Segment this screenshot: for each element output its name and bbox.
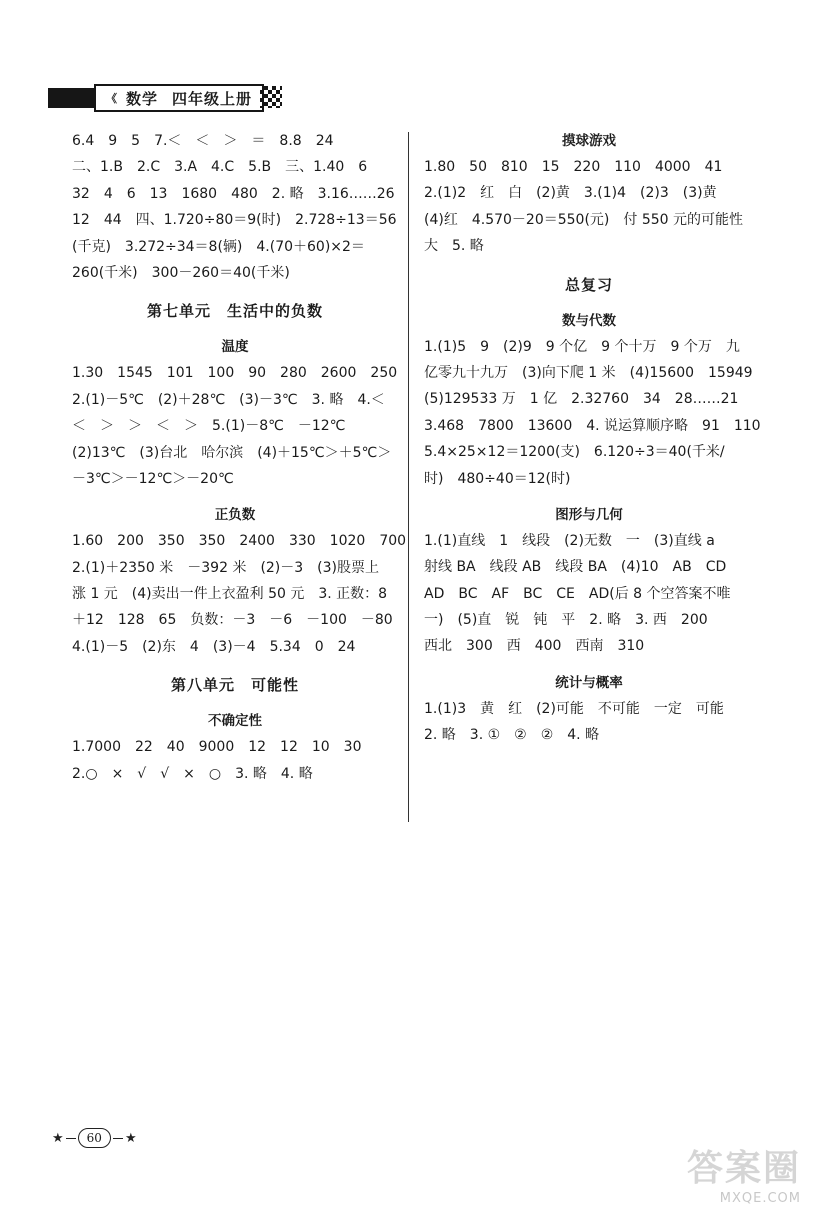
answer-line: 32 4 6 13 1680 480 2. 略 3.16……26 bbox=[72, 185, 395, 202]
answer-line: －3℃＞－12℃＞－20℃ bbox=[72, 470, 234, 487]
answer-line: 亿零九十九万 (3)向下爬 1 米 (4)15600 15949 bbox=[424, 364, 753, 381]
right-column bbox=[424, 128, 761, 749]
star-icon: ★ bbox=[52, 1130, 64, 1146]
answer-line: 12 44 四、1.720÷80＝9(时) 2.728÷13＝56 bbox=[72, 212, 397, 229]
moqiu-title: 摸球游戏 bbox=[562, 133, 616, 149]
answer-line: 一) (5)直 锐 钝 平 2. 略 3. 西 200 bbox=[424, 612, 708, 629]
header-grade: 四年级上册 bbox=[172, 89, 253, 108]
answer-line: 1.(1)直线 1 线段 (2)无数 一 (3)直线 a bbox=[424, 532, 715, 549]
answer-line: (2)13℃ (3)台北 哈尔滨 (4)＋15℃＞＋5℃＞ bbox=[72, 444, 392, 461]
star-icon: ★ bbox=[124, 1130, 137, 1146]
review-title: 总复习 bbox=[564, 275, 613, 294]
header-bracket-icon: 《 bbox=[106, 92, 118, 105]
answer-line: 大 5. 略 bbox=[424, 238, 484, 255]
answer-line: 2.○ × √ √ × ○ 3. 略 4. 略 bbox=[72, 765, 313, 782]
answer-line: 涨 1 元 (4)卖出一件上衣盈利 50 元 3. 正数：8 bbox=[72, 586, 388, 603]
answer-line: 1.30 1545 101 100 90 280 2600 250 bbox=[72, 365, 398, 382]
answer-line: (5)129533 万 1 亿 2.32760 34 28……21 bbox=[424, 391, 739, 408]
tuxing-title: 图形与几何 bbox=[555, 506, 623, 523]
answer-line: 1.(1)3 黄 红 (2)可能 不可能 一定 可能 bbox=[424, 700, 724, 717]
answer-line: 西北 300 西 400 西南 310 bbox=[424, 638, 645, 655]
answer-line: AD BC AF BC CE AD(后 8 个空答案不唯 bbox=[424, 585, 731, 602]
answer-line: 1.(1)5 9 (2)9 9 个亿 9 个十万 9 个万 九 bbox=[424, 338, 740, 355]
answer-line: 260(千米) 300－260＝40(千米) bbox=[72, 264, 290, 281]
watermark-logo: 答案圈 bbox=[686, 1148, 801, 1189]
zhengfu-title: 正负数 bbox=[214, 507, 256, 524]
answer-line: ＋12 128 65 负数：－3 －6 －100 －80 bbox=[72, 612, 393, 629]
answer-line: 1.7000 22 40 9000 12 12 10 30 bbox=[72, 739, 362, 756]
answer-line: 射线 BA 线段 AB 线段 BA (4)10 AB CD bbox=[424, 559, 727, 576]
header-black-bar bbox=[48, 88, 94, 108]
answer-line: 1.60 200 350 350 2400 330 1020 700 bbox=[72, 533, 407, 550]
answer-line: 6.4 9 5 7.＜ ＜ ＞ ＝ 8.8 24 bbox=[72, 133, 334, 149]
answer-line: 5.4×25×12＝1200(支) 6.120÷3＝40(千米/ bbox=[424, 444, 725, 461]
shuyu-title: 数与代数 bbox=[562, 312, 616, 329]
buqueding-title: 不确定性 bbox=[208, 713, 262, 730]
answer-line: 2.(1)2 红 白 (2)黄 3.(1)4 (2)3 (3)黄 bbox=[424, 185, 717, 202]
answer-line: 4.(1)－5 (2)东 4 (3)－4 5.34 0 24 bbox=[72, 638, 356, 655]
unit8-title: 第八单元 可能性 bbox=[170, 676, 299, 695]
dash-line bbox=[113, 1138, 123, 1139]
answer-line: 2. 略 3. ① ② ② 4. 略 bbox=[424, 727, 600, 744]
answer-line: 2.(1)－5℃ (2)＋28℃ (3)－3℃ 3. 略 4.＜ bbox=[72, 391, 385, 408]
answer-line: (千克) 3.272÷34＝8(辆) 4.(70＋60)×2＝ bbox=[72, 238, 365, 255]
header-title-box bbox=[94, 84, 264, 112]
watermark-url: MXQE.COM bbox=[719, 1191, 801, 1206]
header-subject: 数学 bbox=[126, 89, 159, 108]
page-footer bbox=[52, 1128, 137, 1148]
left-column bbox=[72, 128, 407, 787]
answer-line: (4)红 4.570－20＝550(元) 付 550 元的可能性 bbox=[424, 211, 743, 228]
watermark bbox=[687, 1140, 801, 1206]
page-header bbox=[48, 84, 288, 110]
answer-line: ＜ ＞ ＞ ＜ ＞ 5.(1)－8℃ －12℃ bbox=[72, 418, 346, 435]
column-divider bbox=[408, 132, 409, 822]
answer-line: 3.468 7800 13600 4. 说运算顺序略 91 110 bbox=[424, 417, 761, 434]
unit7-title: 第七单元 生活中的负数 bbox=[146, 302, 323, 321]
tongji-title: 统计与概率 bbox=[555, 674, 623, 691]
answer-line: 二、1.B 2.C 3.A 4.C 5.B 三、1.40 6 bbox=[72, 159, 368, 176]
answer-line: 2.(1)＋2350 米 －392 米 (2)－3 (3)股票上 bbox=[72, 559, 380, 576]
checkerboard-icon bbox=[260, 86, 282, 108]
answer-line: 1.80 50 810 15 220 110 4000 41 bbox=[424, 159, 723, 175]
answer-line: 时) 480÷40＝12(时) bbox=[424, 470, 571, 487]
wendu-title: 温度 bbox=[221, 339, 249, 356]
page-number: 60 bbox=[78, 1128, 111, 1148]
dash-line bbox=[66, 1138, 76, 1139]
